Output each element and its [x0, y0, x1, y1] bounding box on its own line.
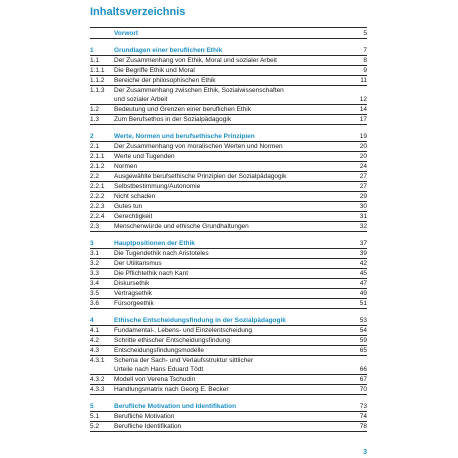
entry-number: 2.2.2: [90, 193, 105, 200]
toc-entry: [90, 289, 367, 299]
entry-page: 42: [359, 260, 367, 267]
entry-number: 2.1.2: [90, 163, 105, 170]
entry-page: 74: [359, 413, 367, 420]
entry-number: 5.2: [90, 423, 100, 430]
entry-page: 19: [359, 133, 367, 140]
entry-page: 7: [363, 47, 367, 54]
entry-page: 54: [359, 327, 367, 334]
entry-title: Vertragsethik: [114, 290, 152, 297]
toc-entry: [90, 422, 367, 432]
entry-title: Hauptpositionen der Ethik: [114, 240, 195, 247]
toc-chapter-heading: [90, 239, 367, 249]
entry-number: 3.4: [90, 280, 100, 287]
entry-page: 9: [363, 67, 367, 74]
entry-page: 14: [359, 106, 367, 113]
entry-page: 65: [359, 347, 367, 354]
entry-title: Schritte ethischer Entscheidungsfindung: [114, 337, 230, 344]
entry-page: 70: [359, 386, 367, 393]
entry-page: 8: [363, 57, 367, 64]
entry-title: Berufliche Motivation: [114, 413, 175, 420]
entry-number: 1.1: [90, 57, 100, 64]
entry-number: 1.1.1: [90, 67, 105, 74]
entry-page: 47: [359, 280, 367, 287]
toc-chapter-heading: [90, 316, 367, 326]
toc-entry: [90, 172, 367, 182]
toc-entry: [90, 182, 367, 192]
entry-number: 2.1: [90, 143, 100, 150]
entry-title: Die Begriffe Ethik und Moral: [114, 67, 195, 74]
entry-number: 5: [90, 403, 94, 410]
entry-title: Der Utilitarismus: [114, 260, 162, 267]
entry-page: 24: [359, 163, 367, 170]
entry-title: Diskursethik: [114, 280, 150, 287]
toc-chapter-heading: [90, 46, 367, 56]
entry-number: 5.1: [90, 413, 100, 420]
entry-number: 3.6: [90, 300, 100, 307]
entry-number: 4.3: [90, 347, 100, 354]
entry-page: 53: [359, 317, 367, 324]
entry-number: 4.2: [90, 337, 100, 344]
entry-title: Der Zusammenhang von Ethik, Moral und sozialer Arbeit: [114, 57, 277, 64]
entry-page: 59: [359, 337, 367, 344]
entry-page: 20: [359, 143, 367, 150]
entry-number: 2.2.4: [90, 213, 105, 220]
entry-title: Der Zusammenhang von moralischen Werten und Normen: [114, 143, 283, 150]
entry-number: 1: [90, 47, 94, 54]
entry-number: 4.3.3: [90, 386, 105, 393]
entry-number: 1.2: [90, 106, 100, 113]
toc-entry: [90, 412, 367, 422]
entry-title: Selbstbestimmung/Autonomie: [114, 183, 201, 190]
entry-page: 17: [359, 116, 367, 123]
entry-title: Fundamental-, Lebens- und Einzelentscheidung: [114, 327, 253, 334]
entry-title: Bedeutung und Grenzen einer beruflichen Ethik: [114, 106, 251, 113]
toc-entry: [90, 152, 367, 162]
entry-number: 3.1: [90, 250, 100, 257]
page-number: 3: [363, 449, 367, 456]
entry-page: 20: [359, 153, 367, 160]
entry-page: 66: [359, 366, 367, 373]
toc-entry: [90, 162, 367, 172]
page-title: Inhaltsverzeichnis: [90, 6, 186, 18]
entry-page: 51: [359, 300, 367, 307]
entry-number: 1.1.3: [90, 87, 105, 94]
toc-entry: [90, 375, 367, 385]
entry-page: 12: [359, 96, 367, 103]
entry-title: Bereiche der philosophischen Ethik: [114, 77, 216, 84]
entry-number: 3.3: [90, 270, 100, 277]
toc-entry: [90, 336, 367, 346]
entry-title: Der Zusammenhang zwischen Ethik, Sozialwissenschaften: [114, 87, 284, 94]
entry-number: 4.1: [90, 327, 100, 334]
entry-page: 73: [359, 403, 367, 410]
entry-title: Menschenwürde und ethische Grundhaltungen: [114, 223, 249, 230]
entry-number: 4.3.2: [90, 376, 105, 383]
entry-page: 5: [363, 30, 367, 37]
entry-number: 3: [90, 240, 94, 247]
entry-page: 29: [359, 193, 367, 200]
entry-number: 2.2: [90, 173, 100, 180]
toc-chapter-heading: [90, 132, 367, 142]
entry-title: und sozialer Arbeit: [114, 96, 168, 103]
toc-entry: [90, 299, 367, 309]
toc-entry: [90, 259, 367, 269]
entry-title: Die Tugendethik nach Aristoteles: [114, 250, 209, 257]
entry-title: Handlungsmatrix nach Georg E. Becker: [114, 386, 229, 393]
toc-entry: [90, 249, 367, 259]
toc-entry: [90, 192, 367, 202]
toc-entry-continuation: [90, 365, 367, 375]
entry-title: Werte und Tugenden: [114, 153, 175, 160]
entry-page: 49: [359, 290, 367, 297]
toc-entry: [90, 66, 367, 76]
entry-title: Entscheidungsfindungsmodelle: [114, 347, 204, 354]
entry-number: 2.1.1: [90, 153, 105, 160]
entry-title: Ausgewählte berufsethische Prinzipien der Sozialpädagogik: [114, 173, 287, 180]
toc-entry: [90, 202, 367, 212]
entry-number: 4: [90, 317, 94, 324]
entry-title: Grundlagen einer beruflichen Ethik: [114, 47, 223, 54]
entry-page: 78: [359, 423, 367, 430]
entry-page: 67: [359, 376, 367, 383]
toc-entry: [90, 56, 367, 66]
entry-page: 27: [359, 173, 367, 180]
toc-entry: [90, 269, 367, 279]
entry-page: 37: [359, 240, 367, 247]
toc-entry: [90, 222, 367, 232]
toc-entry: [90, 385, 367, 395]
toc-entry: [90, 115, 367, 125]
entry-title: Ethische Entscheidungsfindung in der Sozialpädagogik: [114, 317, 286, 324]
toc-entry: [90, 212, 367, 222]
entry-title: Berufliche Identifikation: [114, 423, 182, 430]
toc-chapter-heading: [90, 402, 367, 412]
entry-page: 30: [359, 203, 367, 210]
entry-title: Normen: [114, 163, 138, 170]
toc-entry: [90, 105, 367, 115]
entry-title: Urteile nach Hans Eduard Tödt: [114, 366, 204, 373]
toc-entry: [90, 86, 367, 95]
entry-title: Modell von Verena Tschudin: [114, 376, 196, 383]
toc-entry: [90, 76, 367, 86]
entry-page: 32: [359, 223, 367, 230]
toc-entry: [90, 142, 367, 152]
entry-page: 39: [359, 250, 367, 257]
entry-number: 2.2.1: [90, 183, 105, 190]
entry-number: 3.5: [90, 290, 100, 297]
toc-entry-continuation: [90, 95, 367, 105]
entry-page: 45: [359, 270, 367, 277]
toc-entry: [90, 356, 367, 365]
entry-title: Fürsorgeethik: [114, 300, 154, 307]
entry-number: 1.3: [90, 116, 100, 123]
toc-entry: [90, 346, 367, 356]
entry-title: Berufliche Motivation und Identifikation: [114, 403, 237, 410]
entry-page: 27: [359, 183, 367, 190]
entry-number: 2.2.3: [90, 203, 105, 210]
entry-title: Zum Berufsethos in der Sozialpädagogik: [114, 116, 232, 123]
entry-number: 4.3.1: [90, 357, 105, 364]
entry-title: Vorwort: [114, 30, 139, 37]
entry-page: 11: [360, 77, 367, 84]
entry-number: 1.1.2: [90, 77, 105, 84]
entry-title: Schema der Sach- und Verlaufsstruktur sittlicher: [114, 357, 254, 364]
entry-number: 3.2: [90, 260, 100, 267]
entry-number: 2: [90, 133, 94, 140]
divider: [90, 27, 367, 28]
entry-title: Nicht schaden: [114, 193, 156, 200]
entry-title: Gutes tun: [114, 203, 143, 210]
toc-entry: [90, 29, 367, 39]
toc-entry: [90, 279, 367, 289]
toc-entry: [90, 326, 367, 336]
entry-title: Werte, Normen und berufsethische Prinzipien: [114, 133, 255, 140]
entry-title: Die Pflichtethik nach Kant: [114, 270, 189, 277]
entry-page: 31: [359, 213, 367, 220]
entry-title: Gerechtigkeit: [114, 213, 153, 220]
entry-number: 2.3: [90, 223, 100, 230]
